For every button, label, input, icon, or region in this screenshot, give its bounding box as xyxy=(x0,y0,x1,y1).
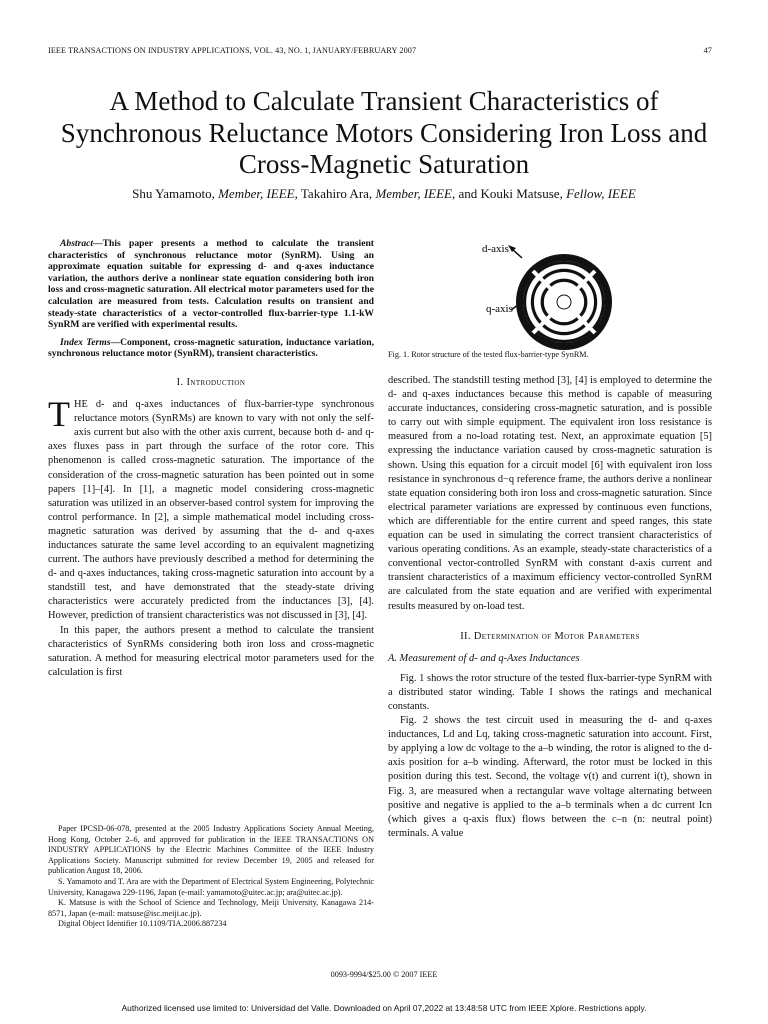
q-axis-label: q-axis xyxy=(486,303,513,315)
paper-title: A Method to Calculate Transient Characteristics of Synchronous Reluctance Motors Considering Iron Loss and Cross-Magnetic Saturation xyxy=(60,86,708,179)
footnote-2: S. Yamamoto and T. Ara are with the Department of Electrical System Engineering, Polytechnic University, Kanagawa 229-1196, Japan (e-mail: yamamoto@uitec.ac.jp; ara@uitec.ac.jp). xyxy=(48,876,374,897)
figure-caption: Fig. 1. Rotor structure of the tested flux-barrier-type SynRM. xyxy=(388,350,589,359)
author-3: , and Kouki Matsuse, xyxy=(451,186,563,201)
intro-paragraph-1-text: HE d- and q-axes inductances of flux-barrier-type synchronous reluctance motors (SynRMs) are known to vary with not only the self-axis current but also with the other axis current, because both d- and q-axes fluxes pass in part through the surface of the rotor core. This phenomenon is called cross-magnetic saturation. The importance of the consideration of the cross-magnetic saturation has been pointed out in some papers [1]–[4]. In [1], a magnetic model considering cross-magnetic saturation was utilized in an observer-based control system for improving the control performance. In [2], a simple mathematical model including cross-magnetic saturation was derived by assuming that the d- and q-axes inductances saturate the same level according to an equivalent magnetizing current. The authors have previously described a method for determining the d- and q-axes inductances, taking cross-magnetic saturation into account by a standstill test, and have demonstrated that the steady-state driving characteristics were accurately predicted from the inductances [3], [4]. However, prediction of transient characteristics was not discussed in [3], [4]. xyxy=(48,399,374,622)
author-3-role: Fellow, IEEE xyxy=(566,186,636,201)
author-1: Shu Yamamoto, xyxy=(132,186,215,201)
section2-paragraph-2: Fig. 2 shows the test circuit used in measuring the d- and q-axes inductances, Ld and Lq, taking cross-magnetic saturation into account. First, by applying a low dc voltage to the a–b winding, the rotor is aligned to the d-axis position for a–b winding. Afterward, the rotor must be locked in this position during this test. Second, the voltage v(t) and current i(t), shown in Fig. 3, are measured when a rectangular wave voltage alternating between positive and negative is applied to the a–b terminals when a dc current Icn (which gives a q-axis flux) flows between the c–n (n: neutral point) terminals. A value xyxy=(388,715,712,839)
abstract-label: Abstract— xyxy=(60,238,103,249)
footnote-4: Digital Object Identifier 10.1109/TIA.2006.887234 xyxy=(58,919,227,929)
d-axis-label: d-axis xyxy=(482,243,509,255)
section-title: Introduction xyxy=(186,376,246,388)
author-2-role: Member, IEEE xyxy=(375,186,452,201)
author-1-role: Member, IEEE xyxy=(218,186,295,201)
section2-paragraph-1: Fig. 1 shows the rotor structure of the tested flux-barrier-type SynRM with a distributed stator winding. Table I shows the ratings and mechanical constants. xyxy=(388,672,712,712)
footnote xyxy=(48,824,374,930)
index-terms xyxy=(48,337,374,360)
section-title: Determination of Motor Parameters xyxy=(473,630,640,642)
section-number: I. xyxy=(176,376,184,388)
author-2: , Takahiro Ara, xyxy=(294,186,373,201)
drop-cap: T xyxy=(48,394,70,435)
subsection-heading: A. Measurement of d- and q-Axes Inductances xyxy=(388,652,580,664)
copyright-line: 0093-9994/$25.00 © 2007 IEEE xyxy=(330,970,438,979)
page-number: 47 xyxy=(703,46,712,55)
rotor-structure-figure xyxy=(470,236,670,356)
intro-paragraph-2: In this paper, the authors present a method to calculate the transient characteristics of SynRMs considering both iron loss and cross-magnetic saturation. A method for measuring electrical motor parameters used for the calculation is first xyxy=(48,624,374,678)
section-heading-introduction xyxy=(48,376,374,390)
right-paragraph-1: described. The standstill testing method [3], [4] is employed to determine the d- and q-axes inductances because this method is capable of measuring accurate inductances, considering cross-magnetic saturation, and is possible to carry out with simple equipment. The equivalent iron loss resistance is measured from a no-load rotating test. Next, an approximate equation [5] expressing the inductance variation caused by cross-magnetic saturation is shown. Using this equation for a circuit model [6] with equivalent iron loss resistance in synchronous d−q reference frame, the authors derive a nonlinear state equation considering both iron loss and cross-magnetic saturation. Since electrical parameter variations are expressed by continuous even functions, which are differentiable for the entire current and speed ranges, this state equation can be used in simulating the correct transient characteristics of various operating conditions. As an example, steady-state characteristics of a conventional vector-controlled SynRM with constant d-axis current and transient characteristics of a maximum efficiency vector-controlled SynRM are calculated from the state equation and are verified with experimental results measured by on-load test. xyxy=(388,375,712,612)
author-line xyxy=(40,186,728,202)
left-column xyxy=(48,238,374,680)
rotor-drawing xyxy=(516,254,612,350)
footnote-3: K. Matsuse is with the School of Science and Technology, Meiji University, Kanagawa 214-8571, Japan (e-mail: matsuse@isc.meiji.ac.jp). xyxy=(48,898,374,918)
journal-name: IEEE TRANSACTIONS ON INDUSTRY APPLICATIONS, VOL. 43, NO. 1, JANUARY/FEBRUARY 2007 xyxy=(48,46,417,55)
running-head xyxy=(48,46,712,55)
footnote-1: Paper IPCSD-06-078, presented at the 2005 Industry Applications Society Annual Meeting, Hong Kong, October 2–6, and approved for publication in the IEEE TRANSACTIONS ON INDUSTRY APPLICATIONS by the Electric Machines Committee of the IEEE Industry Applications Society. Manuscript submitted for review December 19, 2005 and released for publication August 18, 2006. xyxy=(48,824,374,876)
section-number: II. xyxy=(460,630,471,642)
index-terms-label: Index Terms— xyxy=(60,336,121,348)
abstract xyxy=(48,238,374,331)
right-column xyxy=(388,374,712,841)
intro-paragraph-1 xyxy=(48,394,374,624)
license-notice: Authorized licensed use limited to: Universidad del Valle. Downloaded on April 07,2022 at 13:48:58 UTC from IEEE Xplore. Restrictions apply. xyxy=(121,1003,647,1013)
abstract-text: This paper presents a method to calculate the transient characteristics of synchronous reluctance motor (SynRM). Using an approximate equation suitable for expressing d- and q-axes inductance variation, the authors derive a nonlinear state equation considering both iron loss and cross-magnetic saturation. All electrical motor parameters used for the calculation are measured from tests. Calculation results on transient and steady-state characteristics of a vector-controlled flux-barrier-type 1.1-kW SynRM are verified with experimental results. xyxy=(48,238,374,331)
section-heading-parameters xyxy=(388,630,712,644)
index-terms-text: Component, cross-magnetic saturation, inductance variation, synchronous reluctance motor (SynRM), transient characteristics. xyxy=(48,336,374,360)
